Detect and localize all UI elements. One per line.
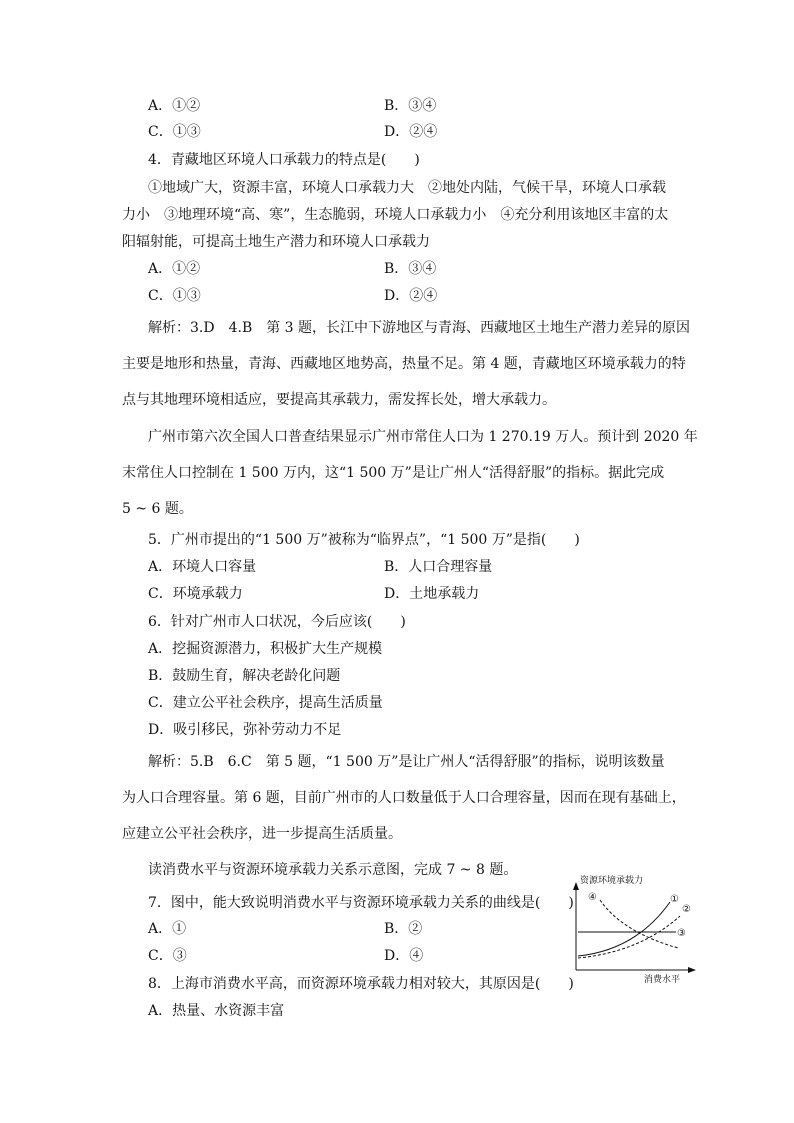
x-axis-arrow [688,967,696,973]
q4-stem: 4．青藏地区环境人口承载力的特点是( ) [148,152,420,168]
q4-statement-line-1: ①地域广大，资源丰富，环境人口承载力大 ②地处内陆，气候干旱，环境人口承载 [148,180,666,196]
q8-option-a: A．热量、水资源丰富 [148,1003,285,1019]
q5-option-b: B．人口合理容量 [384,559,493,575]
q4-option-a: A．①② [148,261,201,277]
q8-stem: 8．上海市消费水平高，而资源环境承载力相对较大，其原因是( ) [148,976,574,992]
curve-3-label: ③ [677,928,686,939]
answer-3-4-line-3: 点与其地理环境相适应，要提高其承载力，需发挥长处，增大承载力。 [122,392,556,408]
q5-option-c: C．环境承载力 [148,586,243,602]
q5-option-d: D．土地承载力 [384,586,480,602]
q4-statement-line-2: 力小 ③地理环境“高、寒”，生态脆弱，环境人口承载力小 ④充分利用该地区丰富的太 [122,207,669,223]
passage-5-6-line-3: 5 ~ 6 题。 [122,501,193,517]
curve-4-label: ④ [588,892,597,903]
passage-5-6-line-1: 广州市第六次全国人口普查结果显示广州市常住人口为 1 270.19 万人。预计到 2020 年 [148,429,698,445]
answer-5-6-line-2: 为人口合理容量。第 6 题，目前广州市的人口数量低于人口合理容量，因而在现有基础上， [122,790,686,806]
q7-option-c: C．③ [148,948,187,964]
carrying-capacity-figure [566,872,698,984]
q6-option-c: C．建立公平社会秩序，提高生活质量 [148,695,383,711]
y-axis-arrow [573,882,579,890]
curve-2 [578,916,680,958]
q6-option-d: D．吸引移民，弥补劳动力不足 [148,722,342,738]
curve-1-label: ① [670,894,679,905]
x-axis-label: 消费水平 [644,975,681,984]
q4-option-b: B．③④ [384,261,437,277]
q4-option-d: D．②④ [384,288,438,304]
q4-statement-line-3: 阳辐射能，可提高土地生产潜力和环境人口承载力 [122,234,430,250]
curve-2-label: ② [682,904,691,915]
answer-3-4-line-1: 解析：3.D 4.B 第 3 题，长江中下游地区与青海、西藏地区土地生产潜力差异的原因 [148,320,691,336]
q7-option-a: A．① [148,921,187,937]
passage-5-6-line-2: 末常住人口控制在 1 500 万内，这“1 500 万”是让广州人“活得舒服”的指标。据此完成 [122,465,665,481]
q7-stem: 7．图中，能大致说明消费水平与资源环境承载力关系的曲线是( ) [148,895,574,911]
answer-5-6-line-3: 应建立公平社会秩序，进一步提高生活质量。 [122,826,402,842]
q5-stem: 5．广州市提出的“1 500 万”被称为“临界点”，“1 500 万”是指( ) [148,532,580,548]
q7-option-d: D．④ [384,948,424,964]
answer-5-6-line-1: 解析：5.B 6.C 第 5 题，“1 500 万”是让广州人“活得舒服”的指标，说明该数量 [148,754,665,770]
q7-option-b: B．② [384,921,423,937]
intro-7-8: 读消费水平与资源环境承载力关系示意图，完成 7 ~ 8 题。 [148,862,518,878]
q3-option-d: D．②④ [384,124,438,140]
y-axis-label: 资源环境承载力 [580,876,644,886]
q4-option-c: C．①③ [148,288,201,304]
answer-3-4-line-2: 主要是地形和热量，青海、西藏地区地势高，热量不足。第 4 题，青藏地区环境承载力的特 [122,356,686,372]
q6-stem: 6．针对广州市人口状况，今后应该( ) [148,614,406,630]
q6-option-a: A．挖掘资源潜力，积极扩大生产规模 [148,641,383,657]
q3-option-b: B．③④ [384,98,437,114]
q3-option-a: A．①② [148,98,201,114]
q6-option-b: B．鼓励生育，解决老龄化问题 [148,668,341,684]
q3-option-c: C．①③ [148,124,201,140]
q5-option-a: A．环境人口容量 [148,559,257,575]
